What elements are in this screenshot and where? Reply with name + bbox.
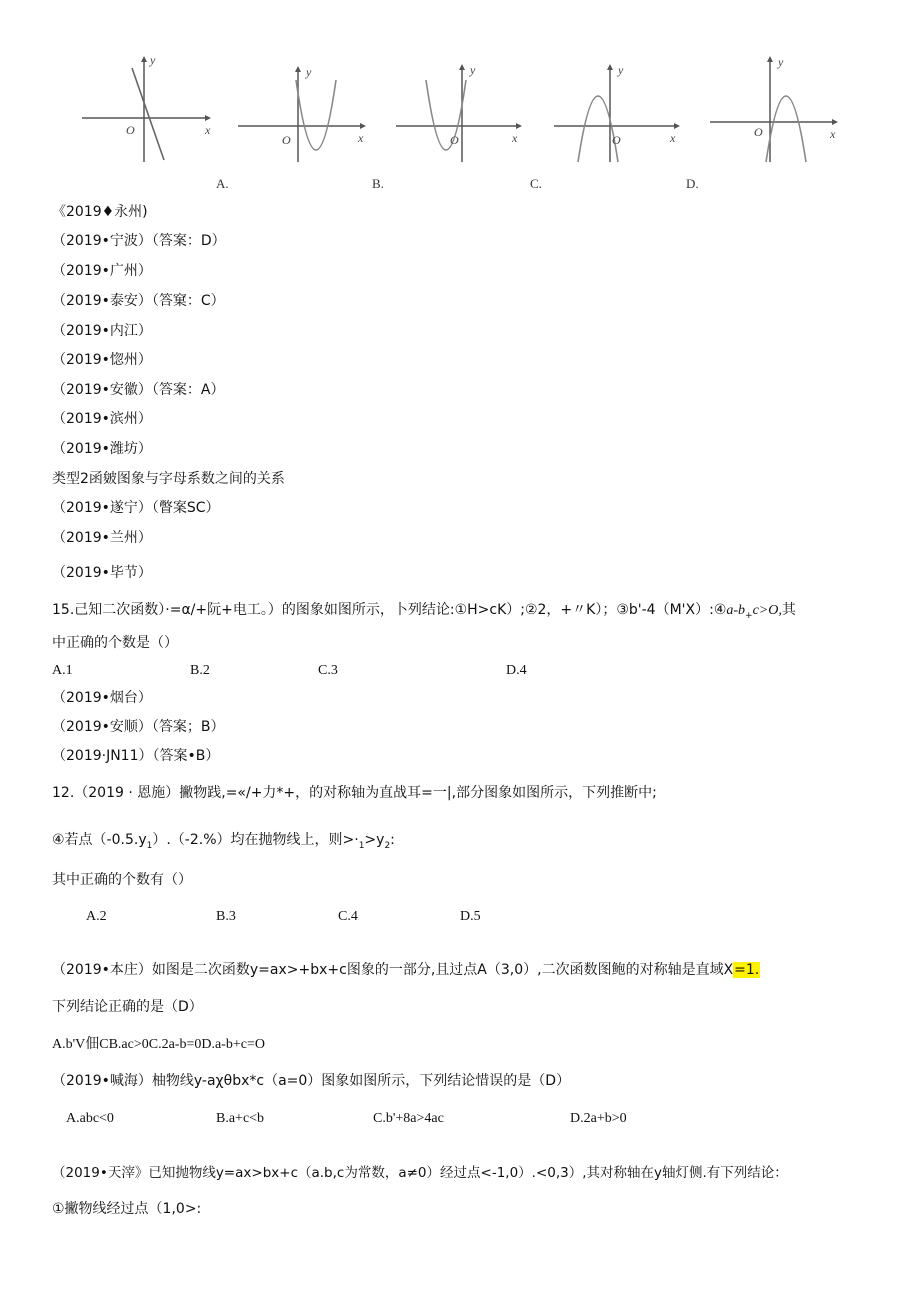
item4-text-d: : [390, 832, 395, 848]
y-axis-arrow [767, 56, 773, 62]
origin-label: O [612, 133, 621, 147]
graph-option-c [388, 50, 538, 200]
origin-label: O [450, 133, 459, 147]
graph-label-c: C. [530, 176, 542, 191]
graph-option-a [70, 50, 220, 200]
zaozhuang-options: A.b'V佃CB.ac>0C.2a-b=0D.a-b+c=O [52, 1037, 265, 1052]
graph-option-e-svg [704, 50, 854, 180]
zaozhuang-stem-text: （2019•本庄）如图是二次函数y=ax>+bx+c图象的一部分,且过点A（3,0）,二次函数图鲍的对称轴是直域X [52, 962, 734, 978]
highlighted-text: =1. [734, 962, 760, 978]
graph-line [132, 68, 164, 160]
item4-text-b: ）.（-2.%）均在抛物线上，则>· [152, 832, 359, 848]
parabola-curve [766, 96, 806, 162]
y-axis-arrow [459, 64, 465, 70]
y-axis-label: y [778, 55, 784, 69]
source-line: （2019•毕节） [52, 565, 152, 581]
parabola-curve [578, 96, 618, 162]
graph-label-b: B. [372, 176, 384, 191]
item4-sub-3: 2 [384, 840, 391, 851]
question-15-stem-italic: a-b [726, 603, 746, 618]
question-12-stem: 12.（2019 · 恩施）撇物践,=«/+力*+，的对称轴为直战耳=一|,部分图象如图所示，下列推断中; [52, 785, 657, 801]
question-15-option-a: A.1 [52, 663, 73, 678]
graph-option-a-svg [70, 50, 220, 180]
item4-sub-1: 1 [146, 840, 153, 851]
source-line: （2019•兰州） [52, 530, 152, 546]
weihai-stem: （2019•喊海）柚物线y-aχθbx*c（a=0）图象如图所示，下列结论惜误的是（D） [52, 1073, 571, 1089]
origin-label: O [754, 125, 763, 139]
graph-option-d-svg [546, 50, 696, 180]
zaozhuang-conclusion: 下列结论正确的是（D） [52, 999, 203, 1015]
source-line: （2019•惚州） [52, 352, 152, 368]
parabola-curve [426, 80, 466, 150]
origin-label: O [126, 123, 135, 137]
weihai-option-c: C.b'+8a>4ac [373, 1111, 444, 1126]
source-line: （2019•遂宁）（瞥案SC） [52, 500, 220, 516]
y-axis-label: y [618, 63, 624, 77]
weihai-option-b: B.a+c<b [216, 1111, 265, 1126]
source-line: （2019•安徽）（答案：A） [52, 382, 225, 398]
source-line: （2019•内江） [52, 323, 152, 339]
tianjin-stem: （2019•天滓》已知抛物线y=ax>bx+c（a.b,c为常数，a≠0）经过点<-1,0）.<0,3）,其对称轴在y轴灯侧.有下列结论： [52, 1165, 788, 1181]
x-axis-label: x [205, 123, 211, 137]
graph-option-b [230, 50, 380, 200]
item4-text-c: >y [364, 832, 385, 848]
question-12-item4 [52, 831, 395, 855]
weihai-option-a: A.abc<0 [66, 1111, 114, 1126]
question-15-stem-sub: + [745, 610, 753, 621]
y-axis-label: y [470, 63, 476, 77]
x-axis-arrow [674, 123, 680, 129]
question-12-option-d: D.5 [460, 909, 481, 924]
question-15-stem-end: 其 [781, 602, 796, 618]
graph-label-d: D. [686, 176, 699, 191]
question-15-line2: 中正确的个数是（） [52, 635, 178, 651]
graph-label-a: A. [216, 176, 229, 191]
x-axis-label: x [512, 131, 518, 145]
question-15-stem-text: 15.己知二次函数）·=α/+阮+电工。）的图象如图所示，卜列结论:①H>cK）;②2，+〃K）；③b'-4（M'X）:④ [52, 602, 727, 618]
weihai-option-d: D.2a+b>0 [570, 1111, 627, 1126]
source-line: （2019•安顺）（答案；B） [52, 719, 225, 735]
source-line: （2019•潍坊） [52, 441, 152, 457]
graph-option-e [704, 50, 854, 200]
origin-label: O [282, 133, 291, 147]
x-axis-label: x [670, 131, 676, 145]
y-axis-arrow [141, 56, 147, 62]
item4-sub-2: 1 [358, 840, 365, 851]
y-axis-arrow [295, 66, 301, 72]
graph-option-d [546, 50, 696, 200]
tianjin-item1: ①撇物线经过点（1,0>: [52, 1201, 202, 1217]
question-15-option-c: C.3 [318, 663, 338, 678]
item4-text-a: ④若点（-0.5.y [52, 832, 147, 848]
source-line: 《2019♦永州) [52, 204, 148, 220]
x-axis-label: x [358, 131, 364, 145]
x-axis-arrow [205, 115, 211, 121]
source-line: （2019•宁波）（答案：D） [52, 233, 226, 249]
source-line: （2019•滨州） [52, 411, 152, 427]
question-12-count: 其中正确的个数有（） [52, 872, 192, 888]
question-15-stem [52, 601, 796, 625]
graph-option-b-svg [230, 50, 380, 180]
x-axis-arrow [360, 123, 366, 129]
question-15-stem-math: c>O, [752, 603, 782, 618]
x-axis-label: x [830, 127, 836, 141]
y-axis-label: y [306, 65, 312, 79]
x-axis-arrow [516, 123, 522, 129]
source-line: （2019•广州） [52, 263, 152, 279]
question-12-option-a: A.2 [86, 909, 107, 924]
answer-graphs [70, 50, 860, 200]
source-line: （2019•烟台） [52, 690, 152, 706]
section-heading: 类型2函皴图象与字母系数之间的关系 [52, 471, 285, 487]
question-12-option-b: B.3 [216, 909, 236, 924]
y-axis-arrow [607, 64, 613, 70]
source-line: （2019·JN11）（答案•B） [52, 748, 220, 764]
question-15-option-d: D.4 [506, 663, 527, 678]
source-line: （2019•泰安）（答窠：C） [52, 293, 225, 309]
y-axis-label: y [150, 53, 156, 67]
x-axis-arrow [832, 119, 838, 125]
zaozhuang-stem [52, 961, 760, 979]
question-12-option-c: C.4 [338, 909, 358, 924]
question-15-option-b: B.2 [190, 663, 210, 678]
parabola-curve [296, 80, 336, 150]
graph-option-c-svg [388, 50, 538, 180]
